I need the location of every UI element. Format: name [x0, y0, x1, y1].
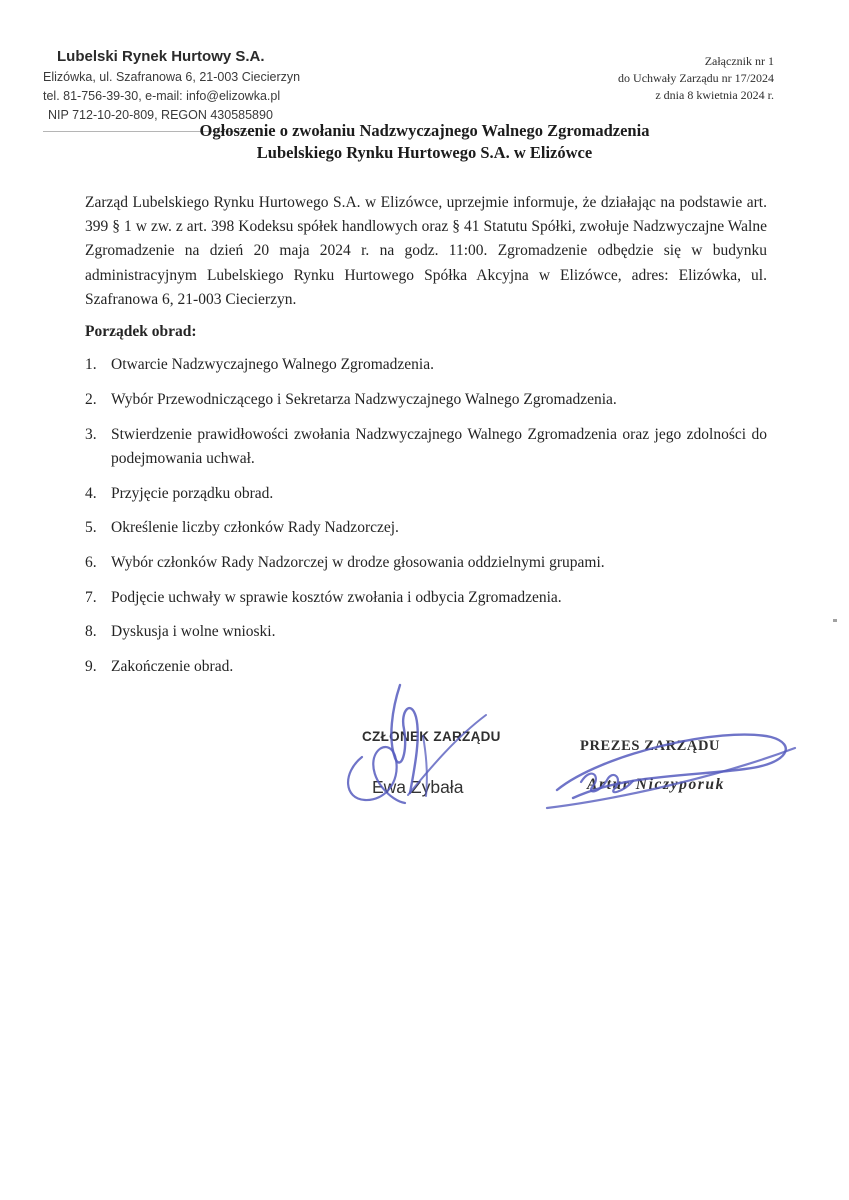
intro-paragraph: Zarząd Lubelskiego Rynku Hurtowego S.A. w Elizówce, uprzejmie informuje, że działając na podstawie art. 399 § 1 w zw. z art. 398 Kodeksu spółek handlowych oraz § 41 Statutu Spółki, zwołuje Nadzwyczajne Walne Zgromadzenie na dzień 20 maja 2024 r. na godz. 11:00. Zgromadzenie odbędzie się w budynku administracyjnym Lubelskiego Rynku Hurtowego Spółka Akcyjna w Elizówce, adres: Elizówka, ul. Szafranowa 6, 21-003 Ciecierzyn. — [85, 194, 767, 308]
agenda-item — [85, 655, 767, 679]
signature-name-president: Artur Niczyporuk — [587, 776, 725, 793]
agenda-item-number: 6. — [85, 553, 97, 571]
agenda-item — [85, 586, 767, 610]
agenda-item — [85, 423, 767, 471]
agenda-item-number: 7. — [85, 588, 97, 606]
agenda-item-number: 1. — [85, 356, 97, 374]
agenda-item — [85, 551, 767, 575]
agenda-item-text: Stwierdzenie prawidłowości zwołania Nadzwyczajnego Walnego Zgromadzenia oraz jego zdolności do podejmowania uchwał. — [111, 425, 767, 467]
attachment-note-line3: z dnia 8 kwietnia 2024 r. — [655, 88, 774, 102]
company-name: Lubelski Rynek Hurtowy S.A. — [57, 48, 265, 65]
agenda-heading: Porządek obrad: — [85, 323, 197, 341]
agenda-item-number: 8. — [85, 623, 97, 641]
agenda-item-number: 3. — [85, 425, 97, 443]
agenda-item-number: 5. — [85, 519, 97, 537]
attachment-note-line2: do Uchwały Zarządu nr 17/2024 — [618, 71, 774, 85]
agenda-item-number: 2. — [85, 390, 97, 408]
agenda-item-text: Wybór Przewodniczącego i Sekretarza Nadzwyczajnego Walnego Zgromadzenia. — [111, 390, 617, 408]
agenda-item-text: Zakończenie obrad. — [111, 658, 234, 676]
agenda-list — [85, 353, 767, 679]
agenda-item-number: 4. — [85, 484, 97, 502]
document-body — [85, 191, 767, 690]
document-title — [0, 120, 849, 164]
document-title-line1: Ogłoszenie o zwołaniu Nadzwyczajnego Walnego Zgromadzenia — [199, 121, 650, 140]
agenda-item-text: Otwarcie Nadzwyczajnego Walnego Zgromadzenia. — [111, 356, 434, 374]
agenda-item-number: 9. — [85, 658, 97, 676]
agenda-item — [85, 516, 767, 540]
agenda-item — [85, 353, 767, 377]
signature-title-member: CZŁONEK ZARZĄDU — [362, 729, 501, 744]
agenda-item-text: Wybór członków Rady Nadzorczej w drodze głosowania oddzielnymi grupami. — [111, 553, 605, 571]
signature-title-president: PREZES ZARZĄDU — [580, 738, 721, 754]
signature-name-member: Ewa Zybała — [372, 777, 464, 797]
scan-artifact — [833, 619, 837, 622]
letterhead — [43, 47, 300, 125]
document-title-line2: Lubelskiego Rynku Hurtowego S.A. w Elizówce — [256, 143, 593, 162]
company-contact: tel. 81-756-39-30, e-mail: info@elizowka.pl — [43, 89, 281, 103]
agenda-item-text: Przyjęcie porządku obrad. — [111, 484, 274, 502]
handwritten-signature-right — [543, 720, 801, 810]
company-address: Elizówka, ul. Szafranowa 6, 21-003 Ciecierzyn — [43, 70, 301, 84]
company-registry: NIP 712-10-20-809, REGON 430585890 — [48, 108, 273, 122]
agenda-item — [85, 388, 767, 412]
attachment-note-line1: Załącznik nr 1 — [704, 54, 774, 68]
agenda-item — [85, 482, 767, 506]
agenda-item-text: Dyskusja i wolne wnioski. — [111, 623, 276, 641]
agenda-item-text: Określenie liczby członków Rady Nadzorczej. — [111, 519, 399, 537]
agenda-item-text: Podjęcie uchwały w sprawie kosztów zwołania i odbycia Zgromadzenia. — [111, 588, 562, 606]
attachment-note — [618, 53, 774, 104]
agenda-item — [85, 620, 767, 644]
